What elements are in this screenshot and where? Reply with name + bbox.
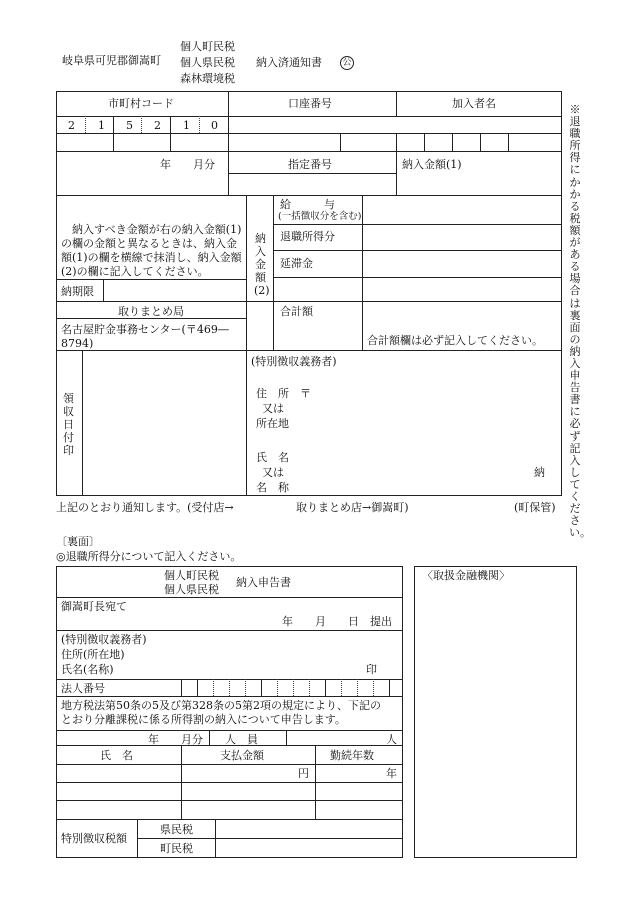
city-digit-2: 1 — [98, 119, 105, 132]
footer-mid: 取りまとめ店→御嵩町) — [296, 501, 409, 514]
back-tax-town: 個人町民税 — [164, 569, 219, 582]
submit-date: 年 月 日 提出 — [282, 615, 392, 628]
note-line-1: 納入すべき金額が右の納入金額(1) — [61, 223, 242, 236]
amount-1: 納入金額(1) — [402, 158, 462, 171]
tax-forest: 森林環境税 — [180, 72, 235, 85]
total-label: 合計額 — [280, 305, 313, 318]
payer-char: 納 — [534, 466, 545, 479]
special-tax-label: 特別徴収税額 — [61, 832, 127, 845]
collector-label: 取りまとめ局 — [118, 305, 184, 318]
footer-left: 上記のとおり通知します。(受付店→ — [56, 501, 234, 514]
deadline-label: 納期限 — [61, 285, 94, 298]
salary-sub-label: (一括徴収分を含む) — [278, 211, 362, 222]
address-label-3: 所在地 — [256, 417, 289, 430]
col-name: 氏 名 — [100, 749, 133, 762]
salary-label: 給 与 — [280, 198, 335, 211]
back-form-title: 納入申告書 — [236, 576, 291, 589]
year-month: 年 月分 — [160, 158, 215, 171]
amount-2-vertical: 納入金額(2) — [254, 232, 270, 297]
addressee: 御嵩町長宛て — [61, 600, 127, 613]
tax-town: 個人町民税 — [180, 40, 235, 53]
form-title: 納入済通知書 — [256, 56, 322, 69]
retirement-label: 退職所得分 — [280, 230, 335, 243]
pref-tax-label: 県民税 — [160, 823, 193, 836]
corp-no-label: 法人番号 — [61, 682, 105, 695]
name-label-2: 又は — [262, 466, 284, 479]
city-digit-1: 2 — [68, 119, 75, 132]
back-instruction: ◎退職所得分について記入ください。 — [56, 550, 242, 563]
city-digit-3: 5 — [126, 119, 133, 132]
law-line-2: とおり分離課税に係る所得割の納入について申告します。 — [61, 713, 346, 726]
bank-box — [414, 566, 577, 858]
city-digit-6: 0 — [211, 119, 218, 132]
address-label-1: 住 所 〒 — [256, 387, 311, 400]
issuer: 岐阜県可児郡御嵩町 — [62, 54, 161, 67]
back-year-month: 年 月分 — [148, 733, 203, 746]
city-digit-5: 1 — [183, 119, 190, 132]
address-label-2: 又は — [262, 402, 284, 415]
total-note: 合計額欄は必ず記入してください。 — [367, 334, 543, 347]
col-years: 勤続年数 — [330, 749, 374, 762]
note-line-3: 額(1)の欄を横線で抹消し、納入金額 — [61, 251, 242, 264]
designated-no: 指定番号 — [288, 158, 332, 171]
col-city-code: 市町村コード — [108, 97, 174, 110]
note-line-2: の欄の金額と異なるときは、納入金 — [61, 237, 237, 250]
note-line-4: (2)の欄に記入してください。 — [61, 265, 209, 278]
person-unit: 人 — [386, 733, 397, 746]
law-line-1: 地方税法第50条の5及び第328条の5第2項の規定により、下記の — [61, 699, 381, 712]
collector-line-1: 名古屋貯金事務センター(〒469― — [61, 323, 229, 336]
back-name: 氏名(名称) — [61, 663, 114, 676]
collector-line-2: 8794) — [61, 337, 94, 350]
seal-kou: 公 — [340, 56, 354, 70]
city-digit-4: 2 — [154, 119, 161, 132]
year-unit: 年 — [386, 767, 397, 780]
col-member: 加入者名 — [452, 97, 496, 110]
back-label: 〔裏面〕 — [56, 535, 100, 548]
footer-right: (町保管) — [514, 501, 556, 514]
yen-unit: 円 — [298, 767, 309, 780]
back-seal: 印 — [366, 663, 377, 676]
name-label-1: 氏 名 — [256, 451, 289, 464]
back-obligor: (特別徴収義務者) — [61, 633, 147, 646]
town-tax-label: 町民税 — [160, 842, 193, 855]
name-label-3: 名 称 — [256, 481, 289, 494]
staff-label: 人 員 — [225, 733, 258, 746]
tax-pref: 個人県民税 — [180, 56, 235, 69]
back-address: 住所(所在地) — [61, 648, 125, 661]
back-tax-pref: 個人県民税 — [164, 583, 219, 596]
receipt-date-vertical: 領収日付印 — [63, 392, 74, 457]
col-account: 口座番号 — [288, 97, 332, 110]
late-fee-label: 延滞金 — [280, 257, 313, 270]
bank-label: 〈取扱金融機関〉 — [422, 569, 510, 582]
col-paid: 支払金額 — [220, 749, 264, 762]
obligor-label: (特別徴収義務者) — [251, 355, 337, 368]
side-note-vertical: ※退職所得にかかる税額がある場合は裏面の納入申告書に必ず記入してください。 — [569, 103, 591, 540]
